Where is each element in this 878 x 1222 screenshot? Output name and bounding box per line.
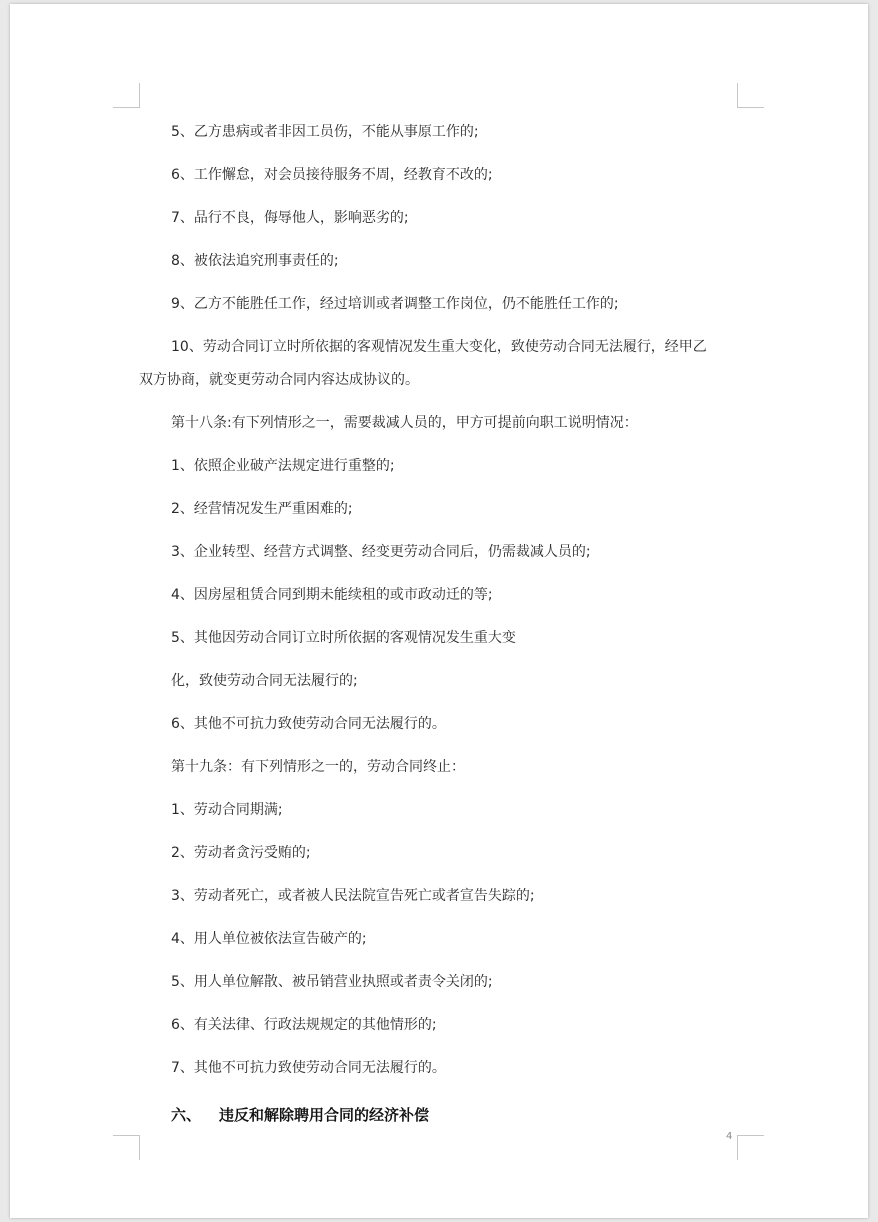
paragraph: 6、工作懈怠，对会员接待服务不周，经教育不改的; (171, 167, 493, 183)
paragraph: 2、经营情况发生严重困难的; (171, 501, 353, 517)
paragraph: 8、被依法追究刑事责任的; (171, 253, 339, 269)
paragraph: 7、品行不良，侮辱他人，影响恶劣的; (171, 210, 409, 226)
paragraph: 6、有关法律、行政法规规定的其他情形的; (171, 1017, 437, 1033)
article-18-title: 第十八条:有下列情形之一，需要裁减人员的，甲方可提前向职工说明情况： (171, 415, 638, 431)
section-heading (171, 1106, 429, 1124)
section-heading-title: 违反和解除聘用合同的经济补偿 (219, 1106, 430, 1124)
margin-corner-mark (113, 1135, 140, 1160)
margin-corner-mark (737, 83, 764, 108)
paragraph: 5、用人单位解散、被吊销营业执照或者责令关闭的; (171, 974, 493, 990)
paragraph: 4、用人单位被依法宣告破产的; (171, 931, 367, 947)
margin-corner-mark (113, 83, 140, 108)
paragraph-continuation: 双方协商，就变更劳动合同内容达成协议的。 (139, 372, 419, 388)
paragraph: 3、劳动者死亡，或者被人民法院宣告死亡或者宣告失踪的; (171, 888, 535, 904)
section-heading-number: 六、 (171, 1106, 202, 1124)
paragraph: 化，致使劳动合同无法履行的; (171, 673, 358, 689)
paragraph: 4、因房屋租赁合同到期未能续租的或市政动迁的等; (171, 587, 493, 603)
paragraph: 9、乙方不能胜任工作，经过培训或者调整工作岗位，仍不能胜任工作的; (171, 296, 619, 312)
paragraph: 10、劳动合同订立时所依据的客观情况发生重大变化，致使劳动合同无法履行，经甲乙 (171, 339, 707, 355)
paragraph: 7、其他不可抗力致使劳动合同无法履行的。 (171, 1060, 446, 1076)
paragraph: 1、劳动合同期满; (171, 802, 283, 818)
paragraph: 6、其他不可抗力致使劳动合同无法履行的。 (171, 716, 446, 732)
paragraph: 2、劳动者贪污受贿的; (171, 845, 311, 861)
paragraph: 5、其他因劳动合同订立时所依据的客观情况发生重大变 (171, 630, 516, 646)
paragraph: 5、乙方患病或者非因工员伤，不能从事原工作的; (171, 124, 479, 140)
paragraph: 3、企业转型、经营方式调整、经变更劳动合同后，仍需裁减人员的; (171, 544, 591, 560)
article-19-title: 第十九条：有下列情形之一的，劳动合同终止： (171, 759, 465, 775)
margin-corner-mark (737, 1135, 764, 1160)
document-page (10, 4, 868, 1218)
page-number: 4 (726, 1131, 733, 1142)
paragraph: 1、依照企业破产法规定进行重整的; (171, 458, 395, 474)
